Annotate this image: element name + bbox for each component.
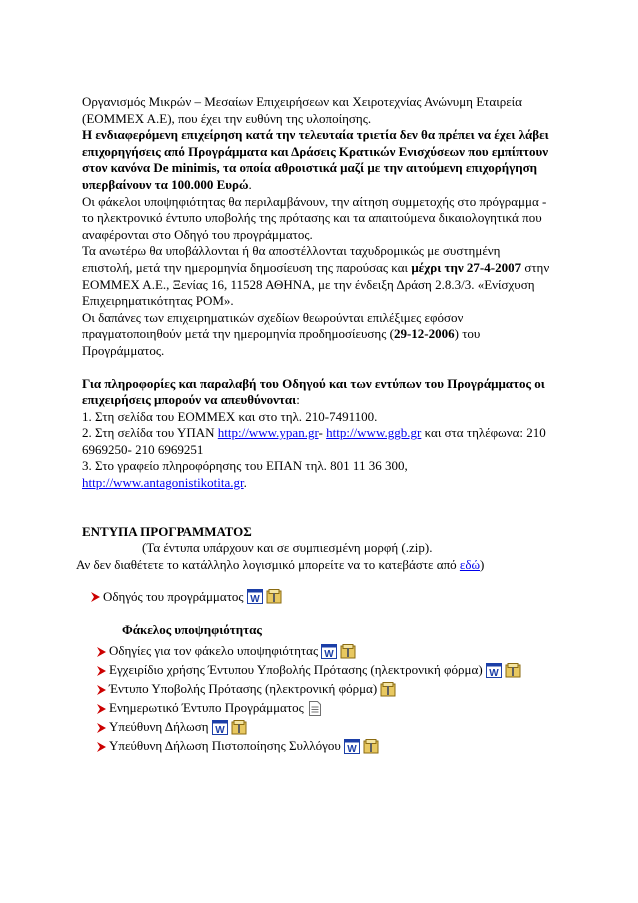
org-paragraph <box>82 94 552 127</box>
info-item-3 <box>82 458 552 491</box>
red-arrow-bullet-icon <box>96 703 107 715</box>
svg-text:W: W <box>488 668 499 679</box>
de-minimis-bold: Η ενδιαφερόμενη επιχείρηση κατά την τελευταία τριετία δεν θα πρέπει να έχει λάβει επιχορηγήσεις από Προγράμματα και Δράσεις Κρατικών Ενισχύσεων που εμπίπτουν στον κανόνα De minimis, τα οποία αθροιστικά μαζί με την αιτούμενη επιχορήγηση υπερβαίνουν τα 100.000 Ευρώ <box>82 127 549 192</box>
zip-archive-icon[interactable] <box>340 644 356 659</box>
folder-item-label: Έντυπο Υποβολής Πρότασης (ηλεκτρονική φόρμα) <box>109 681 378 697</box>
software-note <box>76 557 552 574</box>
red-arrow-bullet-icon <box>96 646 107 658</box>
guide-row[interactable] <box>90 587 552 606</box>
de-minimis-tail: . <box>248 176 252 192</box>
folder-item-label: Εγχειρίδιο χρήσης Έντυπου Υποβολής Πρότασης (ηλεκτρονική φόρμα) <box>109 662 483 678</box>
info-item-2-sep: - <box>318 425 327 441</box>
word-document-icon[interactable] <box>212 720 228 735</box>
deadline-bold: μέχρι την 27-4-2007 <box>411 259 522 275</box>
info-item-2 <box>82 425 552 458</box>
folders-paragraph: Οι φάκελοι υποψηφιότητας θα περιλαμβάνουν, την αίτηση συμμετοχής στο πρόγραμμα - το ηλεκτρονικό έντυπο υποβολής της πρότασης και τα απαιτούμενα δικαιολογητικά που αναφέρονται στο Οδηγό του προγράμματος. <box>82 193 547 242</box>
info-heading <box>82 376 552 409</box>
org-line-1: Οργανισμός Μικρών – Μεσαίων Επιχειρήσεων και Χειροτεχνίας Ανώνυμη Εταιρεία <box>82 94 522 109</box>
folder-item-label: Υπεύθυνη Δήλωση Πιστοποίησης Συλλόγου <box>109 738 341 754</box>
zip-archive-icon[interactable] <box>266 589 282 604</box>
zip-archive-icon[interactable] <box>380 682 396 697</box>
red-arrow-bullet-icon <box>96 722 107 734</box>
de-minimis-paragraph <box>82 127 552 193</box>
ypan-link[interactable]: http://www.ypan.gr <box>217 425 319 441</box>
folder-item-manual[interactable] <box>96 661 552 680</box>
info-item-3-post: . <box>243 475 247 491</box>
folder-item-form[interactable] <box>96 680 552 699</box>
folder-item-label: Οδηγίες για τον φάκελο υποψηφιότητας <box>109 643 319 659</box>
expenses-paragraph <box>82 310 552 360</box>
ggb-link[interactable]: http://www.ggb.gr <box>326 425 422 441</box>
info-item-1: 1. Στη σελίδα του ΕΟΜΜΕΧ και στο τηλ. 210-7491100. <box>82 408 378 424</box>
zip-archive-icon[interactable] <box>363 739 379 754</box>
antagonistikotita-link[interactable]: http://www.antagonistikotita.gr <box>82 475 244 491</box>
submission-paragraph <box>82 243 552 309</box>
document-body <box>76 94 552 756</box>
word-document-icon[interactable] <box>344 739 360 754</box>
folder-item-instructions[interactable] <box>96 642 552 661</box>
software-note-post: ) <box>480 556 485 572</box>
red-arrow-bullet-icon <box>96 741 107 753</box>
org-line-2: (ΕΟΜΜΕΧ Α.Ε), που έχει την ευθύνη της υλοποίησης. <box>82 110 372 126</box>
folder-item-label: Ενημερωτικό Έντυπο Προγράμματος <box>109 700 304 716</box>
download-here-link[interactable]: εδώ <box>459 556 481 572</box>
word-document-icon[interactable] <box>486 663 502 678</box>
info-heading-tail: : <box>296 392 300 408</box>
expenses-pre: Οι δαπάνες των επιχειρηματικών σχεδίων θεωρούνται επιλέξιμες εφόσον πραγματοποιηθούν μετά την ημερομηνία προδημοσίευσης ( <box>82 309 464 342</box>
guide-label: Οδηγός του προγράμματος <box>103 588 244 604</box>
predate-bold: 29-12-2006 <box>393 326 455 342</box>
folder-item-association-declaration[interactable] <box>96 737 552 756</box>
svg-text:W: W <box>214 725 225 736</box>
zip-archive-icon[interactable] <box>231 720 247 735</box>
word-document-icon[interactable] <box>247 589 263 604</box>
svg-text:W: W <box>249 594 260 605</box>
document-icon[interactable] <box>307 701 323 716</box>
folder-item-info-brochure[interactable] <box>96 699 552 718</box>
word-document-icon[interactable] <box>321 644 337 659</box>
folder-title: Φάκελος υποψηφιότητας <box>122 622 262 638</box>
red-arrow-bullet-icon <box>96 684 107 696</box>
svg-text:W: W <box>324 649 334 660</box>
svg-text:W: W <box>347 744 357 755</box>
info-heading-bold: Για πληροφορίες και παραλαβή του Οδηγού και των εντύπων του Προγράμματος οι επιχειρήσεις μπορούν να απευθύνονται <box>82 375 545 408</box>
submission-pre: Τα ανωτέρω θα υποβάλλονται ή θα αποστέλλονται ταχυδρομικώς με συστημένη επιστολή, μετά την ημερομηνία δημοσίευση της παρούσας και <box>82 243 501 275</box>
info-item-2-pre: 2. Στη σελίδα του ΥΠΑΝ <box>82 425 218 441</box>
software-note-pre: Αν δεν διαθέτετε το κατάλληλο λογισμικό μπορείτε να το κατεβάστε από <box>76 556 460 572</box>
zip-archive-icon[interactable] <box>505 663 521 678</box>
red-arrow-bullet-icon <box>90 591 101 603</box>
folder-item-label: Υπεύθυνη Δήλωση <box>109 719 209 735</box>
forms-zip-note: (Τα έντυπα υπάρχουν και σε συμπιεσμένη μορφή (.zip). <box>142 540 433 556</box>
info-item-2-post: και στα τηλέφωνα: 210 6969250- 210 6969251 <box>82 425 546 457</box>
submission-post: στην ΕΟΜΜΕΧ Α.Ε., Ξενίας 16, 11528 ΑΘΗΝΑ, με την ένδειξη Δράση 2.8.3/3. «Ενίσχυση Επιχειρηματικότητας ΡΟΜ». <box>82 259 550 309</box>
info-item-3-pre: 3. Στο γραφείο πληροφόρησης του ΕΠΑΝ τηλ. 801 11 36 300, <box>82 458 408 474</box>
forms-title: ΕΝΤΥΠΑ ΠΡΟΓΡΑΜΜΑΤΟΣ <box>82 523 252 539</box>
folder-item-declaration[interactable] <box>96 718 552 737</box>
red-arrow-bullet-icon <box>96 665 107 677</box>
expenses-post: ) του Προγράμματος. <box>82 326 481 358</box>
